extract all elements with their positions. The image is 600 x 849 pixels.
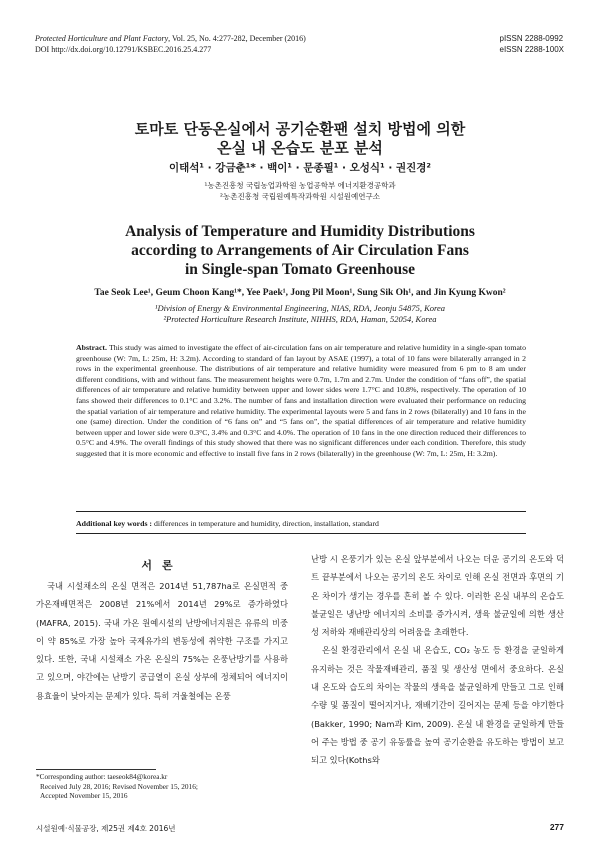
intro-paragraph-2: 온실 환경관리에서 온실 내 온습도, CO₂ 농도 등 환경을 균일하게 유지하는 것은 작물재배관리, 품질 및 생산성 면에서 중요하다. 온실 내 온도와 습도의 차이는 작물의 생육을 불균일하게 만들고 그로 인해 수량 및 품질이 떨어지거나, 재배기간이 길어지는 문제 등을 야기한다(Bakker, 1990; Nam과 Kim, 2009). 온실 내 환경을 균일하게 만들어 주는 방법 중 공기 유동률을 높여 공기순환을 유도하는 방법이 보고되고 있다(Koths와 <box>311 645 564 766</box>
footnote <box>36 772 198 801</box>
right-column <box>311 550 564 770</box>
doi-link[interactable]: DOI http://dx.doi.org/10.12791/KSBEC.2016.25.4.277 <box>35 45 212 54</box>
eissn: eISSN 2288-100X <box>499 45 564 54</box>
korean-affiliations <box>0 180 600 202</box>
section-heading-introduction: 서론 <box>141 559 183 572</box>
english-affiliation-1: ¹Division of Energy & Environmental Engineering, NIAS, RDA, Jeonju 54875, Korea <box>154 303 446 313</box>
corresponding-author: *Corresponding author: taeseok84@korea.kr <box>36 772 168 781</box>
abstract-text: This study was aimed to investigate the effect of air-circulation fans on air temperature and relative humidity in a single-span tomato greenhouse (W: 7m, L: 25m, H: 3.2m). According to standard of fan layout by ASAE (1997), a total of 10 fans were bilaterally arranged in 2 rows in the experimental greenhouse. The distributions of air temperature and relative humidity were measured from 6 pm to 8 am under different conditions, with and without fans. The measurement heights were 0.7m, 1.7m and 2.7m. Under the condition of “fans off”, the spatial differences of air temperature and relative humidity between upper and lower sides were 1.7°C and 10.8%, respectively. The operation of 10 fans showed their differences to 0.1°C and 3.2%. The number of fans and installation direction were evaluated their performance on reducing the spatial variation of air temperature and relative humidity. The experimental layouts were 5 and fans in 2 rows (bilaterally) and 10 fans in the one (same) direction. Under the condition of “6 fans on” and “5 fans on”, the spatial differences of air temperature and relative humidity between upper and lower side were 0.3°C, 3.4% and 0.3°C and 4.0%. The operation of 10 fans in the one direction reduced their differences to 0.5°C and 4.9%. The overall findings of this study showed that there was no significant differences under each condition. Therefore, this study suggested that it is more economic and effective to install five fans in 2 rows (bilaterally) in the greenhouse (W: 7m, L: 25m, H: 3.2m). <box>76 343 527 458</box>
english-authors: Tae Seok Lee¹, Geum Choon Kang¹*, Yee Paek¹, Jong Pil Moon¹, Sung Sik Oh¹, and Jin Kyung Kwon² <box>94 288 506 298</box>
english-title-line1: Analysis of Temperature and Humidity Distributions <box>125 223 475 240</box>
korean-affiliation-1: ¹농촌진흥청 국립농업과학원 농업공학부 에너지환경공학과 <box>204 181 396 190</box>
footer-journal: 시설원예·식물공장, 제25권 제4호 2016년 <box>36 824 176 833</box>
korean-authors: 이태석¹ · 강금춘¹* · 백이¹ · 문종필¹ · 오성식¹ · 권진경² <box>168 162 431 174</box>
intro-paragraph-continued: 난방 시 온풍기가 있는 온실 앞부분에서 나오는 더운 공기의 온도와 덕트 끝부분에서 나오는 공기의 온도 차이로 인해 온실 전면과 후면의 기온 차이가 생기는 경우를 흔히 볼 수 있다. 이러한 온실 내부의 온습도 불균일은 냉난방 에너지의 소비를 증가시켜, 생육 불균일에 의한 생산성 저하와 재배관리상의 어려움을 초래한다. <box>311 554 564 638</box>
abstract <box>76 343 526 460</box>
korean-affiliation-2: ²농촌진흥청 국립원예특작과학원 시설원예연구소 <box>220 192 380 201</box>
footnote-rule <box>36 769 156 770</box>
citation-details: , Vol. 25, No. 4:277-282, December (2016) <box>168 34 306 43</box>
left-column <box>36 577 288 705</box>
intro-paragraph-1: 국내 시설채소의 온실 면적은 2014년 51,787ha로 온실면적 중 가온재배면적은 2008년 21%에서 2014년 29%로 증가하였다(MAFRA, 2015). 국내 가온 원예시설의 난방에너지원은 유류의 비중이 약 85%로 가장 높아 국제유가의 변동성에 취약한 구조를 가지고 있다. 또한, 국내 시설채소 가온 온실의 75%는 온풍난방기를 사용하고 있으며, 야간에는 난방기 공급열이 온실 상부에 정체되어 에너지이용효율이 낮아지는 문제가 있다. 특히 겨울철에는 온풍 <box>36 581 288 701</box>
english-affiliations <box>0 303 600 325</box>
korean-title-line2: 온실 내 온습도 분포 분석 <box>217 139 383 157</box>
accepted-date: Accepted November 15, 2016 <box>40 791 128 801</box>
abstract-label: Abstract. <box>76 343 107 352</box>
page-number: 277 <box>549 822 564 832</box>
keywords-label: Additional key words : <box>76 519 153 528</box>
keywords-text: differences in temperature and humidity, direction, installation, standard <box>152 519 379 528</box>
english-affiliation-2: ²Protected Horticulture Research Institute, NIHHS, RDA, Haman, 52054, Korea <box>163 314 437 324</box>
issn-block <box>500 33 565 55</box>
keywords <box>76 519 526 530</box>
pissn: pISSN 2288-0992 <box>499 34 564 43</box>
journal-name: Protected Horticulture and Plant Factory <box>35 34 169 43</box>
keywords-top-rule <box>76 511 526 512</box>
received-date: Received July 28, 2016; Revised November 15, 2016; <box>40 781 198 791</box>
journal-citation <box>35 33 306 55</box>
english-title <box>0 222 600 279</box>
english-title-line3: in Single-span Tomato Greenhouse <box>184 261 416 278</box>
korean-title-line1: 토마토 단동온실에서 공기순환팬 설치 방법에 의한 <box>134 120 466 138</box>
english-title-line2: according to Arrangements of Air Circulation Fans <box>131 242 469 259</box>
korean-title <box>0 120 600 158</box>
keywords-bottom-rule <box>76 533 526 534</box>
